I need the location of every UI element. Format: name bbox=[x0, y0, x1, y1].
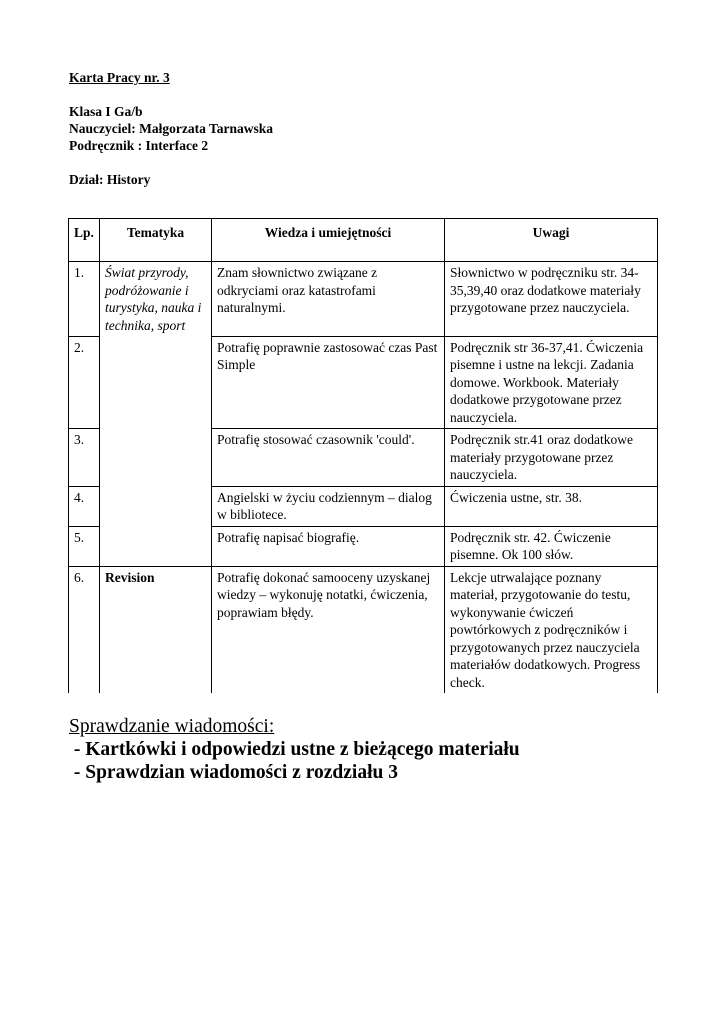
cell-tematyka: Świat przyrody, podróżowanie i turystyka, nauka i technika, sport bbox=[100, 262, 212, 337]
summary-title: Sprawdzanie wiadomości: bbox=[69, 716, 275, 737]
cell-uwagi: Ćwiczenia ustne, str. 38. bbox=[445, 486, 658, 526]
cell-uwagi: Lekcje utrwalające poznany materiał, przygotowanie do testu, wykonywanie ćwiczeń powtórkowych z podręczników i przygotowanych przez nauczyciela materiałów dodatkowych. Progress check. bbox=[445, 566, 658, 693]
header-wiedza: Wiedza i umiejętności bbox=[212, 219, 445, 262]
class-line: Klasa I Ga/b bbox=[69, 104, 143, 119]
cell-lp: 1. bbox=[69, 262, 100, 337]
cell-uwagi: Podręcznik str.41 oraz dodatkowe materiały przygotowane przez nauczyciela. bbox=[445, 429, 658, 487]
cell-tematyka: Revision bbox=[100, 566, 212, 693]
cell-uwagi: Podręcznik str 36-37,41. Ćwiczenia pisemne i ustne na lekcji. Zadania domowe. Workbook. Materiały dodatkowe przygotowane przez nauczyciela. bbox=[445, 336, 658, 429]
cell-lp: 6. bbox=[69, 566, 100, 693]
cell-tematyka bbox=[100, 526, 212, 566]
cell-wiedza: Angielski w życiu codziennym – dialog w bibliotece. bbox=[212, 486, 445, 526]
table-row bbox=[69, 526, 658, 566]
cell-lp: 5. bbox=[69, 526, 100, 566]
worksheet-title: Karta Pracy nr. 3 bbox=[69, 70, 170, 85]
cell-wiedza: Znam słownictwo związane z odkryciami oraz katastrofami naturalnymi. bbox=[212, 262, 445, 337]
table-row bbox=[69, 566, 658, 693]
cell-lp: 3. bbox=[69, 429, 100, 487]
cell-lp: 2. bbox=[69, 336, 100, 429]
cell-lp: 4. bbox=[69, 486, 100, 526]
cell-wiedza: Potrafię napisać biografię. bbox=[212, 526, 445, 566]
table-header-row bbox=[69, 219, 658, 262]
teacher-line: Nauczyciel: Małgorzata Tarnawska bbox=[69, 121, 273, 136]
summary-item: - Kartkówki i odpowiedzi ustne z bieżącego materiału bbox=[69, 739, 520, 760]
header-uwagi: Uwagi bbox=[445, 219, 658, 262]
header-tematyka: Tematyka bbox=[100, 219, 212, 262]
cell-tematyka bbox=[100, 336, 212, 429]
cell-uwagi: Słownictwo w podręczniku str. 34-35,39,40 oraz dodatkowe materiały przygotowane przez nauczyciela. bbox=[445, 262, 658, 337]
cell-tematyka bbox=[100, 429, 212, 487]
cell-uwagi: Podręcznik str. 42. Ćwiczenie pisemne. Ok 100 słów. bbox=[445, 526, 658, 566]
summary-item: - Sprawdzian wiadomości z rozdziału 3 bbox=[69, 762, 398, 783]
cell-wiedza: Potrafię stosować czasownik 'could'. bbox=[212, 429, 445, 487]
section-line: Dział: History bbox=[69, 172, 151, 187]
cell-wiedza: Potrafię dokonać samooceny uzyskanej wiedzy – wykonuję notatki, ćwiczenia, poprawiam błędy. bbox=[212, 566, 445, 693]
textbook-line: Podręcznik : Interface 2 bbox=[69, 138, 209, 153]
lesson-plan-table bbox=[68, 218, 658, 693]
table-row bbox=[69, 429, 658, 487]
table-row bbox=[69, 262, 658, 337]
cell-tematyka bbox=[100, 486, 212, 526]
cell-wiedza: Potrafię poprawnie zastosować czas Past Simple bbox=[212, 336, 445, 429]
header-lp: Lp. bbox=[69, 219, 100, 262]
table-row bbox=[69, 336, 658, 429]
table-row bbox=[69, 486, 658, 526]
assessment-summary bbox=[69, 715, 520, 784]
